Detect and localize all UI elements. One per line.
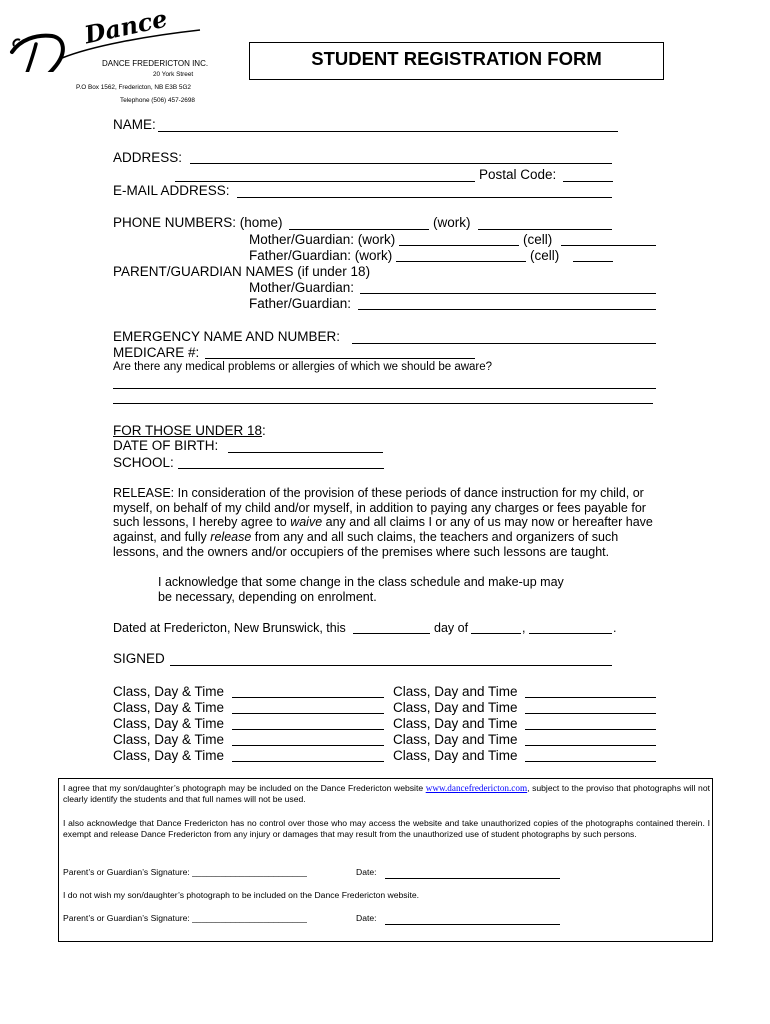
email-field[interactable]: [237, 197, 612, 198]
mother-cell-field[interactable]: [561, 245, 656, 246]
medical-field-line1[interactable]: [113, 388, 656, 389]
photo-signature1-label: Parent’s or Guardian’s Signature: ________________________: [63, 867, 307, 877]
postal-code-field[interactable]: [563, 181, 613, 182]
class-left-4-field[interactable]: [232, 745, 384, 746]
release-text-1: RELEASE: In consideration of the provision of these periods of dance instruction for my child, or myself, on behalf of my child and/or myself, in addition to paying any charges or fees payable for such lessons, I hereby agree to: [113, 486, 646, 530]
signed-label: SIGNED: [113, 651, 165, 666]
photo-date1-field[interactable]: [385, 878, 560, 879]
logo-po-box: P.O Box 1562, Fredericton, NB E3B 5G2: [76, 84, 191, 91]
release-waive: waive: [290, 515, 323, 530]
class-right-4-label: Class, Day and Time: [393, 732, 518, 747]
release-text-2: any and all claims I or any of us may now or hereafter have against, and fully: [113, 515, 653, 545]
dated-comma: ,: [522, 621, 526, 635]
release-text-3: from any and all such claims, the teachers and organizers of such lessons, and the owners and/or occupiers of the premises where such lessons are taught.: [113, 530, 619, 559]
dated-month-field[interactable]: [471, 633, 521, 634]
name-field[interactable]: [158, 131, 618, 132]
logo-org-name: DANCE FREDERICTON INC.: [102, 59, 209, 68]
photo-date2-field[interactable]: [385, 924, 560, 925]
class-left-4-label: Class, Day & Time: [113, 732, 225, 747]
mother-cell-label: (cell): [523, 232, 553, 247]
release-paragraph: [113, 486, 658, 560]
class-left-2-label: Class, Day & Time: [113, 700, 225, 715]
medicare-label: MEDICARE #:: [113, 345, 200, 360]
phone-work-label: (work): [433, 215, 471, 230]
photo-decline-text: I do not wish my son/daughter’s photograph to be included on the Dance Fredericton website.: [63, 890, 420, 900]
father-cell-field[interactable]: [573, 261, 613, 262]
class-left-3-field[interactable]: [232, 729, 384, 730]
phone-home-label: PHONE NUMBERS: (home): [113, 215, 283, 230]
emergency-label: EMERGENCY NAME AND NUMBER:: [113, 329, 341, 344]
logo: [6, 3, 212, 112]
email-label: E-MAIL ADDRESS:: [113, 183, 230, 198]
under18-colon: :: [262, 423, 266, 438]
mother-name-field[interactable]: [360, 293, 656, 294]
under18-heading: [113, 423, 266, 439]
photo-consent-text-b: , subject to the proviso that photographs will not clearly identify the students and that full names will not be used.: [63, 783, 710, 804]
mother-name-label: Mother/Guardian:: [249, 280, 355, 295]
class-left-3-label: Class, Day & Time: [113, 716, 225, 731]
dated-prefix: Dated at Fredericton, New Brunswick, this: [113, 621, 346, 635]
father-work-field[interactable]: [396, 261, 526, 262]
dob-label: DATE OF BIRTH:: [113, 438, 219, 453]
dated-period: .: [613, 621, 617, 635]
dob-field[interactable]: [228, 452, 383, 453]
class-right-2-field[interactable]: [525, 713, 656, 714]
postal-code-label: Postal Code:: [479, 167, 557, 182]
mother-work-label: Mother/Guardian: (work): [249, 232, 396, 247]
dated-day-of: day of: [434, 621, 469, 635]
medical-field-line2[interactable]: [113, 403, 653, 404]
signed-field[interactable]: [170, 665, 612, 666]
photo-signature2-label: Parent’s or Guardian’s Signature: ________________________: [63, 913, 307, 923]
photo-consent-paragraph: [63, 783, 710, 805]
title-box: [249, 42, 664, 80]
dated-year-field[interactable]: [529, 633, 612, 634]
class-right-2-label: Class, Day and Time: [393, 700, 518, 715]
mother-work-field[interactable]: [399, 245, 519, 246]
class-left-5-field[interactable]: [232, 761, 384, 762]
photo-date1-label: Date:: [356, 867, 377, 877]
class-left-1-label: Class, Day & Time: [113, 684, 225, 699]
class-right-5-label: Class, Day and Time: [393, 748, 518, 763]
address-label: ADDRESS:: [113, 150, 183, 165]
father-name-field[interactable]: [358, 309, 656, 310]
father-cell-label: (cell): [530, 248, 560, 263]
class-left-1-field[interactable]: [232, 697, 384, 698]
logo-telephone: Telephone (506) 457-2698: [120, 97, 195, 104]
photo-consent-box: [58, 778, 713, 942]
school-label: SCHOOL:: [113, 455, 174, 470]
class-right-4-field[interactable]: [525, 745, 656, 746]
dated-day-field[interactable]: [353, 633, 430, 634]
acknowledge-paragraph: I acknowledge that some change in the class schedule and make-up may be necessary, depending on enrolment.: [158, 575, 564, 604]
address-field-line1[interactable]: [190, 163, 612, 164]
class-left-2-field[interactable]: [232, 713, 384, 714]
photo-acknowledge-paragraph: I also acknowledge that Dance Fredericton has no control over those who may access the website and take unauthorized copies of the photographs contained therein. I exempt and release Dance Fredericton from any injury or damages that may result from the unauthorized use of student photographs by such persons.: [63, 818, 710, 839]
address-field-line2[interactable]: [175, 181, 475, 182]
class-right-1-field[interactable]: [525, 697, 656, 698]
class-right-1-label: Class, Day and Time: [393, 684, 518, 699]
phone-work-field[interactable]: [478, 229, 612, 230]
class-left-5-label: Class, Day & Time: [113, 748, 225, 763]
page-title: STUDENT REGISTRATION FORM: [311, 48, 602, 69]
logo-street: 20 York Street: [153, 71, 194, 78]
school-field[interactable]: [178, 468, 384, 469]
photo-consent-text-a: I agree that my son/daughter’s photograph may be included on the Dance Fredericton website: [63, 783, 426, 793]
father-name-label: Father/Guardian:: [249, 296, 352, 311]
release-release: release: [210, 530, 252, 545]
phone-home-field[interactable]: [289, 229, 429, 230]
medical-question: Are there any medical problems or allergies of which we should be aware?: [113, 361, 493, 373]
class-right-5-field[interactable]: [525, 761, 656, 762]
logo-script-text: Dance: [81, 3, 170, 50]
medicare-field[interactable]: [205, 358, 475, 359]
father-work-label: Father/Guardian: (work): [249, 248, 393, 263]
under18-heading-text: FOR THOSE UNDER 18: [113, 423, 263, 438]
class-right-3-field[interactable]: [525, 729, 656, 730]
class-right-3-label: Class, Day and Time: [393, 716, 518, 731]
website-link[interactable]: www.dancefredericton.com: [425, 783, 528, 793]
emergency-field[interactable]: [352, 343, 656, 344]
photo-date2-label: Date:: [356, 913, 377, 923]
parent-names-label: PARENT/GUARDIAN NAMES (if under 18): [113, 264, 371, 279]
name-label: NAME:: [113, 117, 156, 132]
